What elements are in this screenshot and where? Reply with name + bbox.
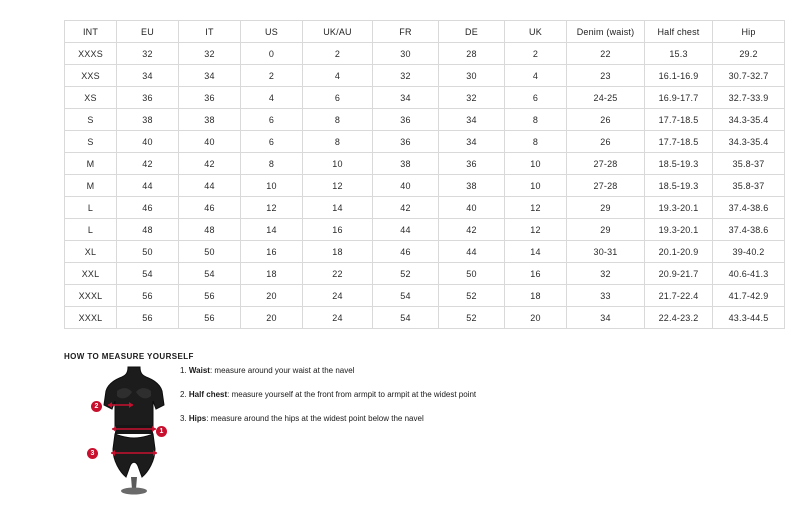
cell-hip: 29.2	[713, 43, 785, 65]
cell-it: 56	[179, 307, 241, 329]
cell-fr: 34	[373, 87, 439, 109]
column-header-de: DE	[439, 21, 505, 43]
cell-uk: 4	[505, 65, 567, 87]
measure-text-waist: : measure around your waist at the navel	[209, 366, 355, 375]
cell-hip: 34.3-35.4	[713, 131, 785, 153]
cell-half-chest: 18.5-19.3	[645, 175, 713, 197]
cell-denim-waist: 24-25	[567, 87, 645, 109]
cell-it: 42	[179, 153, 241, 175]
cell-it: 36	[179, 87, 241, 109]
cell-eu: 50	[117, 241, 179, 263]
column-header-denim-waist: Denim (waist)	[567, 21, 645, 43]
cell-eu: 48	[117, 219, 179, 241]
cell-fr: 52	[373, 263, 439, 285]
cell-fr: 36	[373, 109, 439, 131]
cell-de: 34	[439, 109, 505, 131]
torso-shape	[104, 367, 164, 433]
cell-denim-waist: 27-28	[567, 175, 645, 197]
table-row	[65, 131, 785, 153]
measure-term-waist: Waist	[188, 366, 210, 375]
cell-de: 52	[439, 307, 505, 329]
cell-it: 32	[179, 43, 241, 65]
measure-instruction-waist	[180, 365, 600, 376]
badge-hips: 3	[87, 448, 98, 459]
cell-uk: 12	[505, 219, 567, 241]
table-row	[65, 153, 785, 175]
cell-it: 54	[179, 263, 241, 285]
cell-uk: 10	[505, 175, 567, 197]
stand-base	[121, 488, 147, 495]
cell-hip: 40.6-41.3	[713, 263, 785, 285]
cell-int: M	[65, 153, 117, 175]
cell-denim-waist: 29	[567, 197, 645, 219]
cell-uk-au: 22	[303, 263, 373, 285]
mannequin-svg	[84, 365, 184, 500]
cell-eu: 56	[117, 285, 179, 307]
cell-it: 34	[179, 65, 241, 87]
cell-uk-au: 8	[303, 109, 373, 131]
cell-uk-au: 6	[303, 87, 373, 109]
column-header-hip: Hip	[713, 21, 785, 43]
cell-eu: 36	[117, 87, 179, 109]
cell-eu: 34	[117, 65, 179, 87]
cell-us: 16	[241, 241, 303, 263]
cell-de: 30	[439, 65, 505, 87]
cell-fr: 46	[373, 241, 439, 263]
table-row	[65, 43, 785, 65]
cell-uk-au: 12	[303, 175, 373, 197]
cell-half-chest: 19.3-20.1	[645, 197, 713, 219]
cell-uk: 6	[505, 87, 567, 109]
cell-it: 44	[179, 175, 241, 197]
cell-us: 6	[241, 109, 303, 131]
cell-hip: 41.7-42.9	[713, 285, 785, 307]
table-row	[65, 175, 785, 197]
cell-fr: 54	[373, 285, 439, 307]
measure-instruction-half-chest	[180, 389, 600, 400]
measure-number-2: 2.	[180, 390, 187, 399]
size-chart-table	[64, 20, 785, 329]
cell-uk: 10	[505, 153, 567, 175]
badge-waist: 1	[156, 426, 167, 437]
column-header-fr: FR	[373, 21, 439, 43]
cell-us: 20	[241, 307, 303, 329]
cell-uk: 12	[505, 197, 567, 219]
cell-de: 36	[439, 153, 505, 175]
cell-half-chest: 19.3-20.1	[645, 219, 713, 241]
column-header-it: IT	[179, 21, 241, 43]
measure-number-1: 1.	[180, 366, 187, 375]
cell-fr: 42	[373, 197, 439, 219]
cell-de: 44	[439, 241, 505, 263]
cell-int: XXXL	[65, 285, 117, 307]
stand-pole	[131, 477, 137, 489]
cell-hip: 32.7-33.9	[713, 87, 785, 109]
cell-denim-waist: 26	[567, 131, 645, 153]
cell-us: 14	[241, 219, 303, 241]
size-chart-container	[64, 20, 769, 329]
cell-hip: 37.4-38.6	[713, 219, 785, 241]
column-header-int: INT	[65, 21, 117, 43]
cell-int: XL	[65, 241, 117, 263]
table-row	[65, 87, 785, 109]
cell-uk-au: 10	[303, 153, 373, 175]
cell-eu: 46	[117, 197, 179, 219]
cell-uk: 20	[505, 307, 567, 329]
cell-uk-au: 24	[303, 307, 373, 329]
cell-de: 42	[439, 219, 505, 241]
cell-half-chest: 18.5-19.3	[645, 153, 713, 175]
column-header-uk-au: UK/AU	[303, 21, 373, 43]
cell-de: 28	[439, 43, 505, 65]
cell-fr: 32	[373, 65, 439, 87]
measure-term-hips: Hips	[188, 414, 207, 423]
cell-de: 38	[439, 175, 505, 197]
cell-denim-waist: 26	[567, 109, 645, 131]
cell-us: 20	[241, 285, 303, 307]
cell-denim-waist: 30-31	[567, 241, 645, 263]
cell-uk: 18	[505, 285, 567, 307]
cell-half-chest: 15.3	[645, 43, 713, 65]
cell-us: 2	[241, 65, 303, 87]
cell-uk-au: 16	[303, 219, 373, 241]
table-row	[65, 109, 785, 131]
cell-denim-waist: 34	[567, 307, 645, 329]
cell-int: L	[65, 197, 117, 219]
cell-uk: 2	[505, 43, 567, 65]
cell-uk: 8	[505, 131, 567, 153]
hip-shape	[113, 434, 155, 477]
cell-denim-waist: 29	[567, 219, 645, 241]
table-row	[65, 219, 785, 241]
cell-denim-waist: 33	[567, 285, 645, 307]
cell-us: 4	[241, 87, 303, 109]
cell-uk-au: 2	[303, 43, 373, 65]
cell-fr: 30	[373, 43, 439, 65]
cell-us: 0	[241, 43, 303, 65]
cell-fr: 38	[373, 153, 439, 175]
cell-eu: 42	[117, 153, 179, 175]
cell-us: 10	[241, 175, 303, 197]
table-row	[65, 285, 785, 307]
cell-int: XS	[65, 87, 117, 109]
cell-it: 40	[179, 131, 241, 153]
cell-fr: 44	[373, 219, 439, 241]
cell-hip: 34.3-35.4	[713, 109, 785, 131]
cell-de: 50	[439, 263, 505, 285]
cell-int: M	[65, 175, 117, 197]
cell-uk-au: 18	[303, 241, 373, 263]
badge-half-chest: 2	[91, 401, 102, 412]
table-header-row	[65, 21, 785, 43]
cell-uk: 14	[505, 241, 567, 263]
cell-it: 46	[179, 197, 241, 219]
size-chart-header	[65, 21, 785, 43]
cell-eu: 32	[117, 43, 179, 65]
table-row	[65, 65, 785, 87]
measure-text-half-chest: : measure yourself at the front from armpit to armpit at the widest point	[227, 390, 477, 399]
cell-uk-au: 4	[303, 65, 373, 87]
cell-hip: 35.8-37	[713, 153, 785, 175]
cell-hip: 35.8-37	[713, 175, 785, 197]
measure-instruction-hips	[180, 413, 600, 424]
cell-eu: 56	[117, 307, 179, 329]
measure-term-half-chest: Half chest	[188, 390, 228, 399]
cell-denim-waist: 23	[567, 65, 645, 87]
cell-eu: 38	[117, 109, 179, 131]
cell-half-chest: 22.4-23.2	[645, 307, 713, 329]
column-header-half-chest: Half chest	[645, 21, 713, 43]
table-row	[65, 197, 785, 219]
column-header-eu: EU	[117, 21, 179, 43]
cell-half-chest: 17.7-18.5	[645, 131, 713, 153]
cell-de: 32	[439, 87, 505, 109]
measure-text-hips: : measure around the hips at the widest point below the navel	[206, 414, 424, 423]
cell-fr: 40	[373, 175, 439, 197]
cell-int: S	[65, 131, 117, 153]
cell-int: S	[65, 109, 117, 131]
cell-denim-waist: 22	[567, 43, 645, 65]
mannequin-illustration	[84, 365, 184, 500]
size-chart-body	[65, 43, 785, 329]
cell-us: 12	[241, 197, 303, 219]
cell-int: XXL	[65, 263, 117, 285]
cell-hip: 37.4-38.6	[713, 197, 785, 219]
cell-half-chest: 20.9-21.7	[645, 263, 713, 285]
cell-de: 52	[439, 285, 505, 307]
cell-us: 6	[241, 131, 303, 153]
cell-it: 38	[179, 109, 241, 131]
cell-us: 8	[241, 153, 303, 175]
how-to-measure-list	[180, 365, 600, 437]
cell-it: 48	[179, 219, 241, 241]
cell-eu: 40	[117, 131, 179, 153]
cell-hip: 43.3-44.5	[713, 307, 785, 329]
table-row	[65, 241, 785, 263]
cell-uk: 16	[505, 263, 567, 285]
table-row	[65, 263, 785, 285]
measure-number-3: 3.	[180, 414, 187, 423]
cell-half-chest: 16.9-17.7	[645, 87, 713, 109]
cell-eu: 44	[117, 175, 179, 197]
cell-uk-au: 14	[303, 197, 373, 219]
cell-fr: 54	[373, 307, 439, 329]
cell-int: XXXS	[65, 43, 117, 65]
how-to-measure-title: HOW TO MEASURE YOURSELF	[64, 352, 194, 361]
cell-de: 40	[439, 197, 505, 219]
cell-uk: 8	[505, 109, 567, 131]
cell-int: XXS	[65, 65, 117, 87]
cell-half-chest: 21.7-22.4	[645, 285, 713, 307]
cell-denim-waist: 27-28	[567, 153, 645, 175]
cell-int: L	[65, 219, 117, 241]
cell-half-chest: 17.7-18.5	[645, 109, 713, 131]
cell-it: 50	[179, 241, 241, 263]
cell-denim-waist: 32	[567, 263, 645, 285]
cell-int: XXXL	[65, 307, 117, 329]
cell-hip: 39-40.2	[713, 241, 785, 263]
cell-hip: 30.7-32.7	[713, 65, 785, 87]
cell-de: 34	[439, 131, 505, 153]
cell-half-chest: 16.1-16.9	[645, 65, 713, 87]
cell-fr: 36	[373, 131, 439, 153]
cell-uk-au: 8	[303, 131, 373, 153]
table-row	[65, 307, 785, 329]
column-header-uk: UK	[505, 21, 567, 43]
cell-half-chest: 20.1-20.9	[645, 241, 713, 263]
cell-eu: 54	[117, 263, 179, 285]
cell-it: 56	[179, 285, 241, 307]
cell-us: 18	[241, 263, 303, 285]
column-header-us: US	[241, 21, 303, 43]
cell-uk-au: 24	[303, 285, 373, 307]
